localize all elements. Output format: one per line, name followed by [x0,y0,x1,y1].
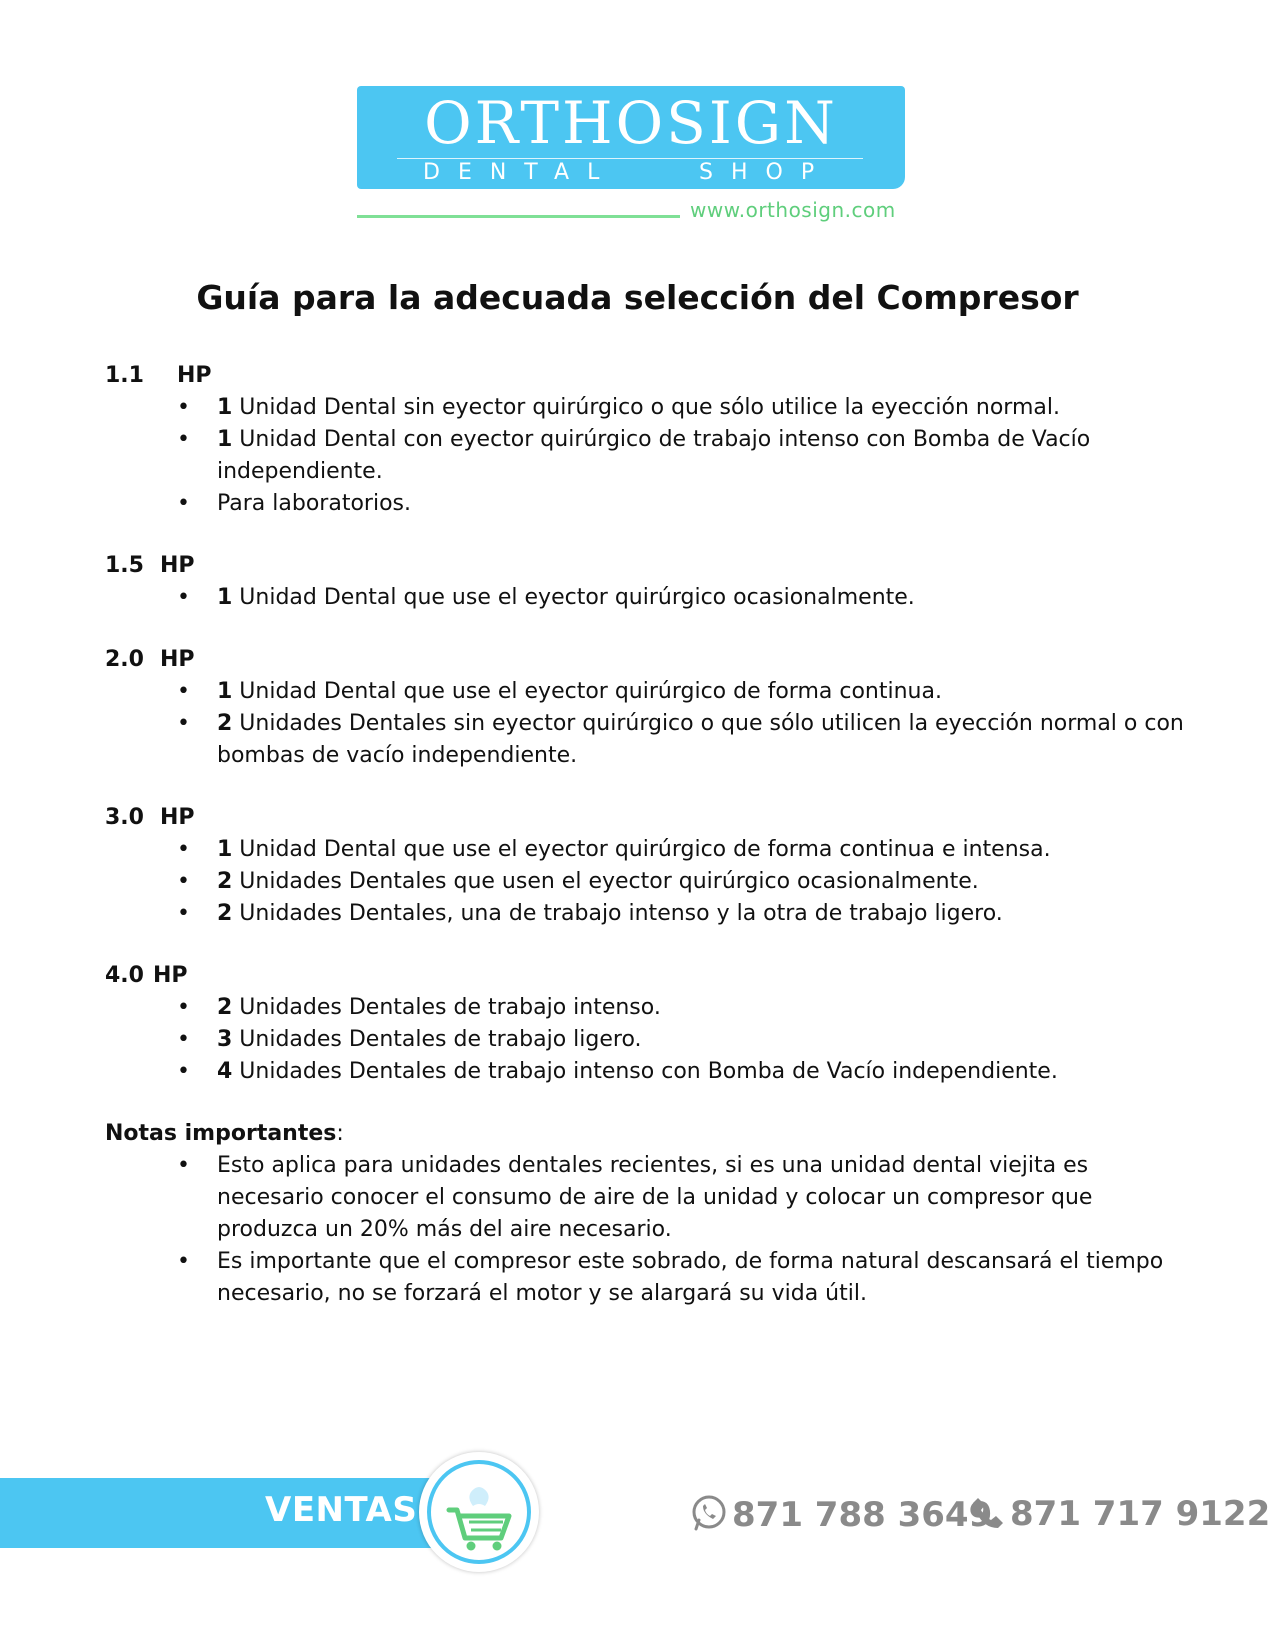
logo [357,86,905,189]
item-text: Unidades Dentales sin eyector quirúrgico o que sólo utilicen la eyección normal o con bombas de vacío independiente. [217,711,1184,768]
item-text: Unidades Dentales de trabajo intenso. [232,995,661,1020]
bullet-list [105,1150,1185,1310]
item-quantity: 1 [217,585,233,610]
list-item [105,392,1185,424]
item-quantity: 2 [217,995,233,1020]
list-item: • Esto aplica para unidades dentales recientes, si es una unidad dental viejita es necesario conocer el consumo de aire de la unidad y colocar un compresor que produzca un 20% más del aire necesario. [105,1150,1185,1246]
logo-sub-left: DENTAL [423,160,618,185]
list-item: • Es importante que el compresor este sobrado, de forma natural descansará el tiempo necesario, no se forzará el motor y se alargará su vida útil. [105,1246,1185,1310]
item-quantity: 1 [217,679,233,704]
item-quantity: 1 [217,837,233,862]
item-quantity: 3 [217,1027,233,1052]
phone-icon [970,1495,1006,1531]
section-unit: HP [177,363,212,388]
list-item [105,424,1185,488]
item-quantity: 1 [217,427,233,452]
section-heading [105,360,1185,392]
notes-section [105,1118,1185,1310]
item-text: Unidades Dentales que usen el eyector quirúrgico ocasionalmente. [232,869,979,894]
section-number: 1.1 [105,363,144,388]
item-text: Unidad Dental que use el eyector quirúrgico ocasionalmente. [232,585,915,610]
section-1-1 [105,360,1185,520]
section-number: 4.0 [105,963,144,988]
notes-heading-text: Notas importantes [105,1121,337,1146]
logo-underline [357,215,680,218]
list-item [105,866,1185,898]
section-heading [105,802,1185,834]
section-number: 2.0 [105,647,144,672]
notes-heading [105,1118,1185,1150]
item-text: Unidades Dentales, una de trabajo intenso y la otra de trabajo ligero. [232,901,1003,926]
list-item [105,1024,1185,1056]
item-quantity: 4 [217,1059,233,1084]
section-2-0 [105,644,1185,772]
list-item [105,582,1185,614]
bullet-list [105,834,1185,930]
item-text: Unidades Dentales de trabajo intenso con Bomba de Vacío independiente. [232,1059,1058,1084]
list-item [105,676,1185,708]
section-1-5 [105,550,1185,614]
section-unit: HP [160,553,195,578]
page-title: Guía para la adecuada selección del Compresor [196,278,1079,317]
item-quantity: 1 [217,395,233,420]
notes-heading-colon: : [336,1121,344,1146]
item-text: Unidad Dental que use el eyector quirúrgico de forma continua. [232,679,942,704]
whatsapp-icon [690,1494,728,1532]
list-item [105,834,1185,866]
item-quantity: 2 [217,869,233,894]
section-heading [105,550,1185,582]
bullet-list [105,992,1185,1088]
whatsapp-number: 871 788 3649 [732,1495,993,1535]
bullet-list [105,582,1185,614]
item-text: Unidad Dental sin eyector quirúrgico o que sólo utilice la eyección normal. [232,395,1060,420]
cart-icon [419,1452,539,1572]
item-text: Unidad Dental con eyector quirúrgico de trabajo intenso con Bomba de Vacío independiente. [217,427,1091,484]
logo-divider [397,158,863,159]
section-heading [105,644,1185,676]
section-unit: HP [160,647,195,672]
logo-brand: ORTHOSIGN [424,89,838,157]
website-link[interactable]: www.orthosign.com [690,198,896,222]
section-4-0 [105,960,1185,1088]
list-item [105,488,1185,520]
section-number: 1.5 [105,553,144,578]
item-quantity: 2 [217,711,233,736]
item-text: Para laboratorios. [217,491,411,516]
bullet-list [105,676,1185,772]
whatsapp-contact[interactable] [690,1494,992,1535]
phone-contact[interactable] [970,1494,1270,1534]
sales-label: VENTAS [265,1490,418,1530]
section-3-0 [105,802,1185,930]
list-item [105,708,1185,772]
cart-badge [419,1452,539,1572]
section-number: 3.0 [105,805,144,830]
item-text: Unidades Dentales de trabajo ligero. [232,1027,642,1052]
list-item [105,898,1185,930]
content [105,360,1185,1340]
phone-number: 871 717 9122 [1010,1494,1271,1534]
item-text: Unidad Dental que use el eyector quirúrgico de forma continua e intensa. [232,837,1051,862]
section-unit: HP [153,963,188,988]
item-quantity: 2 [217,901,233,926]
logo-sub-right: SHOP [699,160,833,185]
bullet-list [105,392,1185,520]
section-heading [105,960,1185,992]
list-item [105,1056,1185,1088]
list-item [105,992,1185,1024]
section-unit: HP [160,805,195,830]
